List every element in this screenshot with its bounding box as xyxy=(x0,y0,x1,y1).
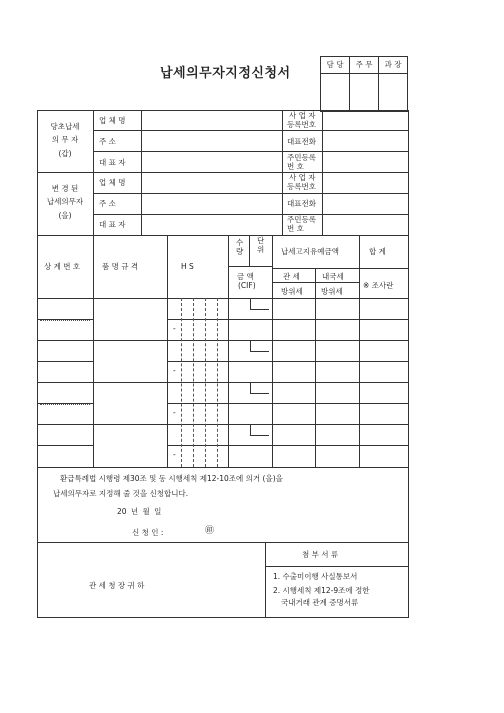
party-b-rep-label: 대 표 자 xyxy=(99,220,126,229)
row-dash: - xyxy=(173,324,176,333)
attachment-1: 1. 수출미이행 사실통보서 xyxy=(273,572,358,581)
applicant-name-field[interactable] xyxy=(175,524,201,538)
party-b-rep-field[interactable] xyxy=(142,215,281,233)
statement-line-1: 환급특례법 시행령 제30조 및 동 시행세칙 제12-10조에 의거 (을)을 xyxy=(60,474,283,483)
header-customs: 관 세 xyxy=(283,272,300,281)
header-defense-2: 방위세 xyxy=(321,287,343,296)
party-b-company-field[interactable] xyxy=(142,173,281,191)
party-a-label: 당초납세 의 무 자 (갑) xyxy=(50,122,80,158)
party-a-idno-label: 주민등록 번 호 xyxy=(287,153,316,172)
statement-date: 20 년 월 일 xyxy=(117,507,162,516)
approval-sign-staff[interactable] xyxy=(321,74,350,112)
party-b-idno-label: 주민등록 번 호 xyxy=(287,215,316,234)
party-a-company-label: 업 체 명 xyxy=(99,116,126,125)
header-total: 합 계 xyxy=(369,247,386,256)
addressee: 관 세 청 장 귀 하 xyxy=(89,581,145,590)
party-b-idno-field[interactable] xyxy=(323,215,407,233)
header-domestic: 내국세 xyxy=(322,272,344,281)
party-b-label: 변 경 된 납세의무자 (을) xyxy=(46,184,84,220)
header-unit: 단 위 xyxy=(257,236,265,255)
approval-header-staff: 담 당 xyxy=(321,57,350,74)
party-b-bizno-label: 사 업 자 등록번호 xyxy=(287,173,316,192)
approval-header-manager: 주 무 xyxy=(350,57,379,74)
row-dash: - xyxy=(173,366,176,375)
header-amount: 금 액 (CIF) xyxy=(236,272,256,291)
header-tax-deferred: 납세고지유예금액 xyxy=(281,247,339,256)
row-dash: - xyxy=(173,450,176,459)
statement-line-2: 납세의무자로 지정해 줄 것을 신청합니다. xyxy=(53,489,189,498)
table-row[interactable] xyxy=(38,341,407,381)
party-a-phone-label: 대표전화 xyxy=(287,137,316,146)
party-b-company-label: 업 체 명 xyxy=(99,178,126,187)
approval-sign-chief[interactable] xyxy=(379,74,408,112)
party-b-phone-field[interactable] xyxy=(323,194,407,212)
header-qty: 수 량 xyxy=(236,238,244,257)
party-a-idno-field[interactable] xyxy=(323,153,407,171)
attachment-2: 2. 시행세칙 제12-9조에 정한 국내거래 관계 증명서류 xyxy=(273,586,370,608)
party-b-address-field[interactable] xyxy=(142,194,281,212)
applicant-label: 신 청 인 : xyxy=(132,528,164,537)
header-bl-no: 상 계 번 호 xyxy=(44,262,81,271)
party-a-company-field[interactable] xyxy=(142,111,281,129)
approval-header-chief: 과 장 xyxy=(379,57,408,74)
party-a-bizno-field[interactable] xyxy=(323,111,407,129)
party-a-address-field[interactable] xyxy=(142,132,281,150)
table-row[interactable] xyxy=(38,383,407,423)
row-dash: - xyxy=(173,408,176,417)
party-a-phone-field[interactable] xyxy=(323,132,407,150)
party-a-rep-label: 대 표 자 xyxy=(99,158,126,167)
party-a-rep-field[interactable] xyxy=(142,153,281,171)
header-hs: H S xyxy=(181,262,194,271)
header-defense: 방위세 xyxy=(281,287,303,296)
header-product: 품 명 규 격 xyxy=(102,262,139,271)
party-a-bizno-label: 사 업 자 등록번호 xyxy=(287,111,316,130)
seal-mark: ㊞ xyxy=(205,526,215,536)
attachments-title: 첨 부 서 류 xyxy=(302,550,339,559)
party-b-phone-label: 대표전화 xyxy=(287,199,316,208)
document-title: 납세의무자지정신청서 xyxy=(160,66,291,81)
party-a-address-label: 주 소 xyxy=(99,137,116,146)
party-b-address-label: 주 소 xyxy=(99,199,116,208)
party-b-bizno-field[interactable] xyxy=(323,173,407,191)
approval-sign-manager[interactable] xyxy=(350,74,379,112)
table-row[interactable] xyxy=(38,425,407,466)
table-row[interactable] xyxy=(38,299,407,339)
header-survey: ※ 조사란 xyxy=(363,281,394,290)
approval-box xyxy=(320,56,408,112)
